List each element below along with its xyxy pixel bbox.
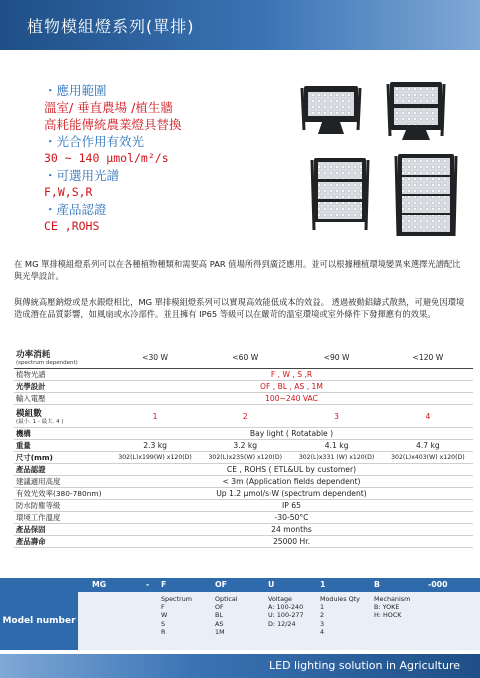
model-option: 4 bbox=[320, 627, 325, 636]
model-option: BL bbox=[215, 611, 223, 620]
model-col-head: Optical bbox=[215, 595, 238, 603]
ip-value: IP 65 bbox=[110, 500, 473, 512]
table-row bbox=[14, 488, 473, 500]
model-col-head: Modules Qty bbox=[320, 595, 360, 603]
model-option: 3 bbox=[320, 619, 325, 628]
lamp-2-module bbox=[388, 82, 444, 140]
comparison-paragraph: 與傳統高壓鈉燈或是水銀燈相比，MG 單排模組燈系列可以實現高效能低成本的效益。 透過被動鋁鑄式散熱，可避免因環境造成潛在品質影響，如風扇或水冷部件。並且擁有 IP65 等級可以在嚴苛的溫室環境或室外條件下發揮應有的效果。 bbox=[14, 297, 465, 319]
modules-value: 1 bbox=[110, 405, 200, 428]
modules-value: 4 bbox=[383, 405, 473, 428]
footer-bar bbox=[0, 654, 480, 678]
bullet-line: ・應用範圍 bbox=[44, 83, 107, 98]
weight-value: 4.7 kg bbox=[383, 440, 473, 452]
table-row bbox=[14, 369, 473, 381]
model-option: 2 bbox=[320, 611, 325, 620]
table-row bbox=[14, 464, 473, 476]
size-value: 302(L)x235(W) x120(D) bbox=[200, 452, 290, 464]
ip-label: 防水防塵等級 bbox=[14, 500, 110, 512]
optics-value: OF , BL , AS , 1M bbox=[110, 381, 473, 393]
model-col-spectrum bbox=[161, 595, 192, 636]
power-value: <60 W bbox=[200, 346, 290, 369]
mount-label: 建議適用高度 bbox=[14, 476, 110, 488]
intro-paragraph: 在 MG 單排模組燈系列可以在各種植物種類和需要高 PAR 值場所得到廣泛應用。並可以根據種植環境變異來選擇光譜配比與光學設計。 bbox=[14, 259, 461, 281]
model-option: H: HOCK bbox=[374, 611, 402, 620]
life-value: 25000 Hr. bbox=[110, 536, 473, 548]
spec-table bbox=[14, 346, 473, 548]
model-option: B: YOKE bbox=[374, 603, 400, 612]
model-option: AS bbox=[215, 619, 224, 628]
model-code-part: OF bbox=[215, 580, 227, 589]
weight-value: 3.2 kg bbox=[200, 440, 290, 452]
table-row bbox=[14, 512, 473, 524]
bullet-line: 30 ~ 140 μmol/m²/s bbox=[44, 151, 169, 165]
lamp-4-module bbox=[396, 154, 456, 236]
modules-value: 2 bbox=[200, 405, 290, 428]
cert-value: CE , ROHS ( ETL&UL by customer) bbox=[110, 464, 473, 476]
model-col-mechanism bbox=[374, 595, 410, 620]
par-value: Up 1.2 μmol/s·W (spectrum dependent) bbox=[110, 488, 473, 500]
power-value: <120 W bbox=[383, 346, 473, 369]
temp-label: 環境工作溫度 bbox=[14, 512, 110, 524]
weight-value: 4.1 kg bbox=[290, 440, 382, 452]
bullet-line: ・光合作用有效光 bbox=[44, 134, 145, 149]
voltage-value: 100~240 VAC bbox=[110, 393, 473, 405]
spectrum-value: F , W , S ,R bbox=[110, 369, 473, 381]
lamp-3-module bbox=[312, 158, 368, 230]
table-row bbox=[14, 346, 473, 369]
lamp-1-module bbox=[302, 86, 360, 134]
model-option: F bbox=[161, 603, 165, 612]
power-value: <30 W bbox=[110, 346, 200, 369]
mechanism-label: 機構 bbox=[14, 428, 110, 440]
bullet-line: 溫室/ 垂直農場 /植生牆 bbox=[44, 100, 173, 115]
warranty-label: 產品保固 bbox=[14, 524, 110, 536]
model-col-voltage bbox=[268, 595, 304, 628]
table-row bbox=[14, 428, 473, 440]
mount-value: < 3m (Application fields dependent) bbox=[110, 476, 473, 488]
modules-sub: (最小. 1 - 最大. 4 ) bbox=[16, 418, 64, 425]
header-bar bbox=[0, 0, 480, 50]
feature-bullets bbox=[44, 82, 274, 235]
model-code-part: U bbox=[268, 580, 275, 589]
table-row bbox=[14, 500, 473, 512]
weight-label: 重量 bbox=[14, 440, 110, 452]
temp-value: -30-50°C bbox=[110, 512, 473, 524]
modules-label: 模組數 bbox=[16, 408, 42, 419]
page-title: 植物模組燈系列(單排) bbox=[27, 17, 195, 36]
table-row bbox=[14, 524, 473, 536]
bullet-line: ・產品認證 bbox=[44, 202, 107, 217]
weight-value: 2.3 kg bbox=[110, 440, 200, 452]
product-lamps-illustration bbox=[298, 80, 468, 240]
size-value: 302(L)x331 (W) x120(D) bbox=[290, 452, 382, 464]
power-sub: (spectrum dependent) bbox=[16, 359, 78, 366]
bullet-line: F,W,S,R bbox=[44, 185, 93, 199]
model-code-part: 1 bbox=[320, 580, 326, 589]
model-option: 1 bbox=[320, 603, 325, 612]
model-option: R bbox=[161, 627, 166, 636]
voltage-label: 輸入電壓 bbox=[14, 393, 110, 405]
model-code-part: - bbox=[146, 580, 150, 589]
table-row bbox=[14, 536, 473, 548]
model-col-modules bbox=[320, 595, 360, 636]
table-row bbox=[14, 452, 473, 464]
size-label: 尺寸(mm) bbox=[14, 452, 110, 464]
life-label: 產品壽命 bbox=[14, 536, 110, 548]
model-option: U: 100-277 bbox=[268, 611, 304, 620]
footer-tagline: LED lighting solution in Agriculture bbox=[268, 659, 460, 672]
model-code-part: -000 bbox=[428, 580, 448, 589]
model-number-label: Model number bbox=[0, 592, 78, 650]
model-option: OF bbox=[215, 603, 224, 612]
modules-value: 3 bbox=[290, 405, 382, 428]
par-label: 有效光效率(380-780nm) bbox=[14, 488, 110, 500]
table-row bbox=[14, 476, 473, 488]
model-col-head: Voltage bbox=[268, 595, 292, 603]
model-option: S bbox=[161, 619, 166, 628]
optics-label: 光學設計 bbox=[14, 381, 110, 393]
power-value: <90 W bbox=[290, 346, 382, 369]
bullet-line: CE ,ROHS bbox=[44, 219, 100, 233]
table-row bbox=[14, 405, 473, 428]
model-code-part: F bbox=[161, 580, 167, 589]
size-value: 302(L)x403(W) x120(D) bbox=[383, 452, 473, 464]
bullet-line: ・可選用光譜 bbox=[44, 168, 120, 183]
model-code-part: MG bbox=[92, 580, 107, 589]
model-col-head: Mechanism bbox=[374, 595, 411, 603]
model-option: 1M bbox=[215, 627, 225, 636]
model-col-head: Spectrum bbox=[161, 595, 192, 603]
mechanism-value: Bay light ( Rotatable ) bbox=[110, 428, 473, 440]
warranty-value: 24 months bbox=[110, 524, 473, 536]
model-option: D: 12/24 bbox=[268, 619, 296, 628]
table-row bbox=[14, 440, 473, 452]
model-code-bar bbox=[0, 578, 480, 592]
table-row bbox=[14, 393, 473, 405]
table-row bbox=[14, 381, 473, 393]
bullet-line: 高耗能傳統農業燈具替換 bbox=[44, 117, 182, 132]
model-col-optical bbox=[215, 595, 238, 636]
size-value: 302(L)x199(W) x120(D) bbox=[110, 452, 200, 464]
model-option: A: 100-240 bbox=[268, 603, 304, 612]
model-code-part: B bbox=[374, 580, 380, 589]
spectrum-label: 植物光譜 bbox=[14, 369, 110, 381]
cert-label: 產品認證 bbox=[14, 464, 110, 476]
model-option: W bbox=[161, 611, 168, 620]
power-label: 功率消耗 bbox=[16, 349, 51, 360]
